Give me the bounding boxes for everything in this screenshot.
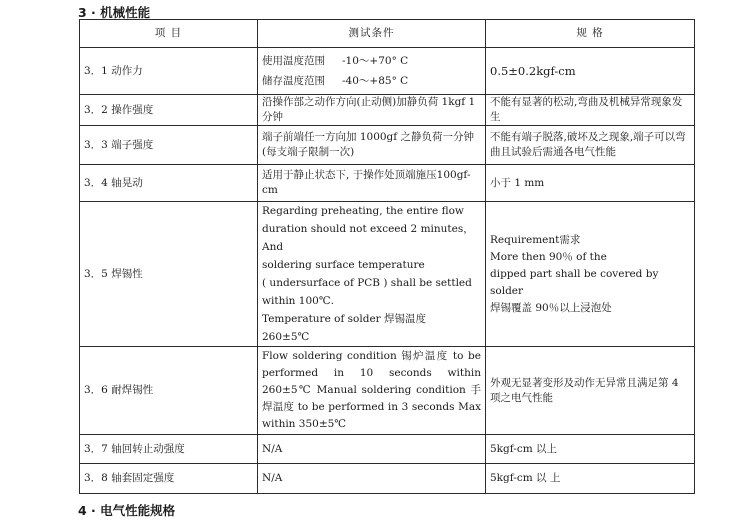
condition-line: duration should not exceed 2 minutes，And <box>262 223 474 253</box>
section-4-heading: 4 · 电气性能规格 <box>78 503 176 518</box>
table-row <box>80 435 695 464</box>
spec-cell: 外观无显著变形及动作无异常且满足第 4 项之电气性能 <box>486 347 695 435</box>
condition-cell: 沿操作部之动作方向(止动侧)加静负荷 1kgf 1 分钟 <box>258 95 486 126</box>
spec-cell: 5kgf-cm 以上 <box>486 435 695 464</box>
table-row <box>80 464 695 494</box>
condition-cell: N/A <box>258 464 486 494</box>
item-cell: 3．2 操作强度 <box>80 95 258 126</box>
condition-cell: 适用于静止状态下, 于操作处顶端施压100gf-cm <box>258 165 486 202</box>
table-row <box>80 347 695 435</box>
item-cell: 3．6 耐焊锡性 <box>80 347 258 435</box>
condition-line: ( undersurface of PCB ) shall be settled <box>262 277 472 289</box>
column-header-spec: 规 格 <box>486 20 695 48</box>
condition-value: -40～+85° C <box>342 75 409 87</box>
item-cell: 3．1 动作力 <box>80 48 258 95</box>
spec-cell <box>486 202 695 347</box>
condition-label: 使用温度范围 <box>262 55 325 67</box>
column-header-item: 项 目 <box>80 20 258 48</box>
item-cell: 3．5 焊锡性 <box>80 202 258 347</box>
condition-cell: Flow soldering condition 锡炉温度 to be performed in 10 seconds within 260±5℃ Manual soldering condition 手焊温度 to be performed in 3 seconds Max within 350±5℃ <box>258 347 486 435</box>
table-row <box>80 95 695 126</box>
condition-cell <box>258 202 486 347</box>
spec-line: 焊锡覆盖 90％以上浸泡处 <box>490 301 612 314</box>
condition-value: -10～+70° C <box>342 55 409 67</box>
spec-line: More then 90％ of the <box>490 250 607 263</box>
spec-cell: 小于 1 mm <box>486 165 695 202</box>
item-cell: 3．3 端子强度 <box>80 126 258 165</box>
condition-line: 260±5℃ <box>262 331 310 343</box>
condition-cell: N/A <box>258 435 486 464</box>
condition-line: soldering surface temperature <box>262 259 425 271</box>
condition-cell: 端子前端任一方向加 1000gf 之静负荷一分钟(每支端子限制一次) <box>258 126 486 165</box>
item-cell: 3．7 轴回转止动强度 <box>80 435 258 464</box>
condition-line: Temperature of solder 焊锡温度 <box>262 313 427 325</box>
spec-cell: 不能有显著的松动,弯曲及机械异常现象发生 <box>486 95 695 126</box>
item-cell: 3．4 轴晃动 <box>80 165 258 202</box>
condition-cell <box>258 48 486 95</box>
mechanical-spec-table <box>79 19 695 494</box>
section-3-heading: 3 · 机械性能 <box>78 5 151 20</box>
condition-line: within 100℃. <box>262 295 334 307</box>
spec-cell: 5kgf-cm 以 上 <box>486 464 695 494</box>
spec-cell: 不能有端子脱落,破坏及之现象,端子可以弯曲且试验后需通各电气性能 <box>486 126 695 165</box>
table-row <box>80 202 695 347</box>
condition-line: Regarding preheating, the entire flow <box>262 205 464 217</box>
spec-cell: 0.5±0.2kgf-cm <box>486 48 695 95</box>
table-row <box>80 48 695 95</box>
item-cell: 3．8 轴套固定强度 <box>80 464 258 494</box>
condition-label: 储存温度范围 <box>262 75 325 87</box>
spec-line: solder <box>490 284 524 297</box>
header-row <box>80 20 695 48</box>
table-row <box>80 126 695 165</box>
spec-line: dipped part shall be covered by <box>490 267 659 280</box>
spec-line: Requirement需求 <box>490 233 581 246</box>
column-header-condition: 测试条件 <box>258 20 486 48</box>
table-row <box>80 165 695 202</box>
